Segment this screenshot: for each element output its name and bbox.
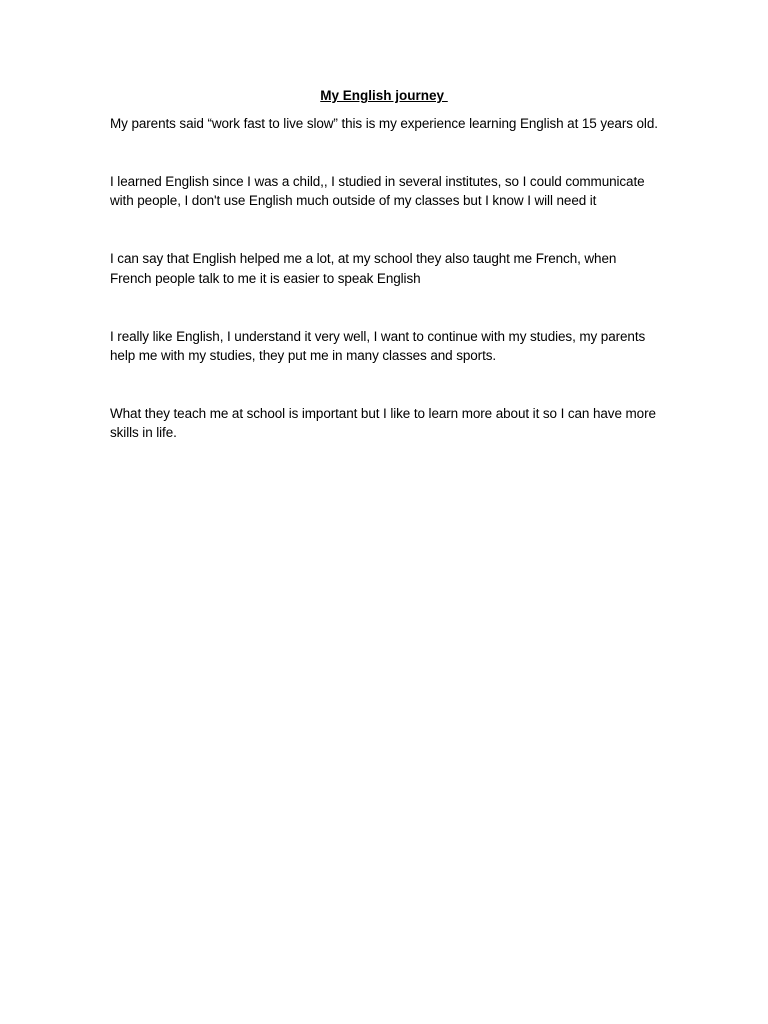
document-title: My English journey <box>320 88 448 103</box>
paragraph-2: I learned English since I was a child,, I studied in several institutes, so I could communicate with people, I don't use English much outside of my classes but I know I will need it <box>110 173 645 209</box>
paragraph-3: I can say that English helped me a lot, at my school they also taught me French, when French people talk to me it is easier to speak English <box>110 251 617 286</box>
paragraph-5: What they teach me at school is important but I like to learn more about it so I can have more skills in life. <box>110 405 656 441</box>
paragraph-4: I really like English, I understand it very well, I want to continue with my studies, my parents help me with my studies, they put me in many classes and sports. <box>110 328 646 363</box>
document-body <box>110 114 658 481</box>
paragraph-1: My parents said “work fast to live slow” this is my experience learning English at 15 years old. <box>110 116 658 131</box>
